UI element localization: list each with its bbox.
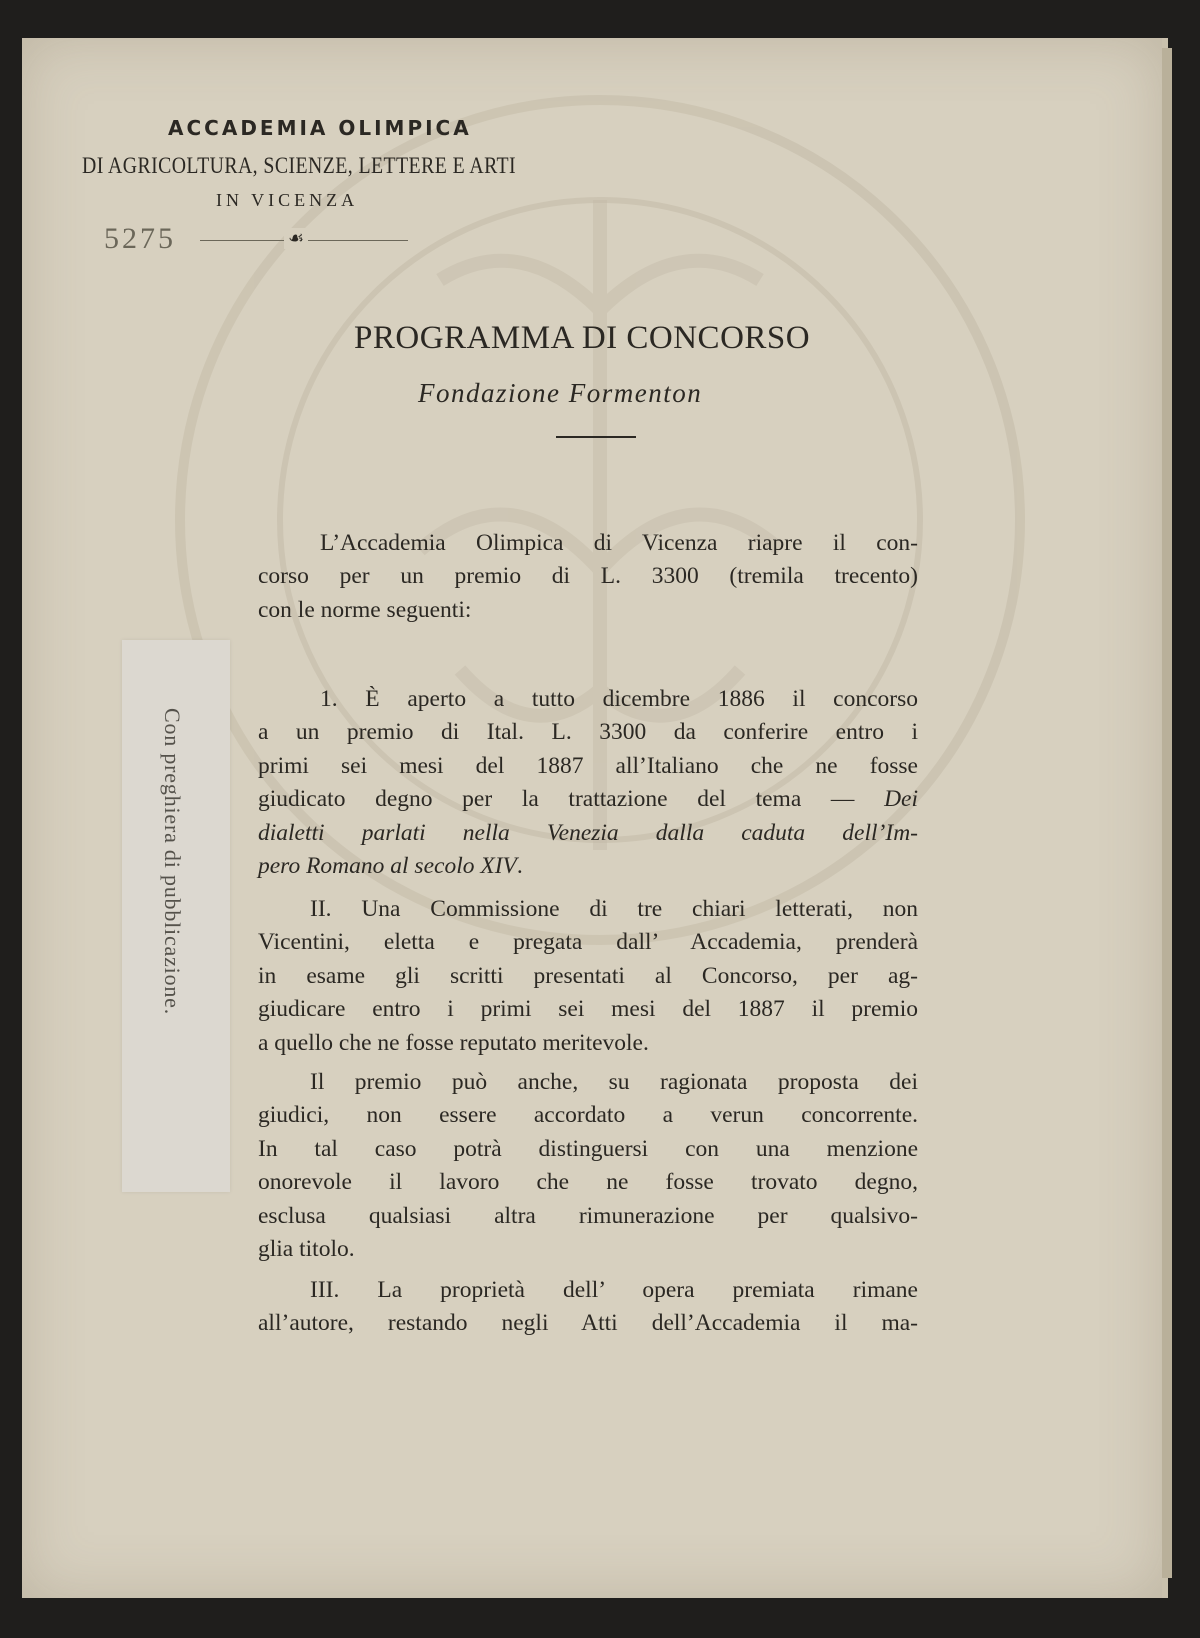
intro-line-2: corso per un premio di L. 3300 (tremila trecento) <box>258 563 918 590</box>
intro-line-1: L’Accademia Olimpica di Vicenza riapre il con- <box>320 530 918 556</box>
article-2-line-2: Vicentini, eletta e pregata dall’ Accademia, prenderà <box>258 929 918 956</box>
article-2b-line-1: Il premio può anche, su ragionata proposta dei <box>310 1069 918 1095</box>
article-1-line-2: a un premio di Ital. L. 3300 da conferire entro i <box>258 719 918 746</box>
article-1-line-5: dialetti parlati nella Venezia dalla caduta dell’Im- <box>258 819 918 846</box>
title-divider <box>556 436 636 438</box>
article-1-line-6 <box>258 850 918 883</box>
article-1 <box>258 683 918 883</box>
article-3 <box>258 1274 918 1341</box>
article-2b-line-4: onorevole il lavoro che ne fosse trovato degno, <box>258 1169 918 1196</box>
article-1-line-6-italic: pero Romano al secolo XIV <box>258 853 517 880</box>
label-text: Con preghiera di pubblicazione. <box>160 708 185 1016</box>
paper-edge <box>1162 48 1172 1578</box>
article-1-line-3: primi sei mesi del 1887 all’Italiano che ne fosse <box>258 752 918 779</box>
article-1-line-4-text: giudicato degno per la trattazione del tema — <box>258 786 885 813</box>
academy-city: IN VICENZA <box>216 190 359 210</box>
article-2b-line-6: glia titolo. <box>258 1236 355 1263</box>
article-3-line-1: III. La proprietà dell’ opera premiata rimane <box>310 1277 918 1303</box>
article-1-line-1: 1. È aperto a tutto dicembre 1886 il concorso <box>320 686 918 712</box>
article-2-line-4: giudicare entro i primi sei mesi del 1887 il premio <box>258 996 918 1023</box>
article-2-line-1: II. Una Commissione di tre chiari letterati, non <box>310 896 918 922</box>
article-2b-line-2: giudici, non essere accordato a verun concorrente. <box>258 1102 918 1129</box>
article-2-continued <box>258 1066 918 1266</box>
intro-line-3: con le norme seguenti: <box>258 596 472 623</box>
protocol-number: 5275 <box>104 222 176 255</box>
ornament-icon: ☙ <box>284 228 308 249</box>
intro-paragraph <box>258 527 918 627</box>
academy-name: ACCADEMIA OLIMPICA <box>168 116 472 140</box>
article-2b-line-3: In tal caso potrà distinguersi con una menzione <box>258 1135 918 1162</box>
article-1-line-4 <box>258 783 918 816</box>
article-2 <box>258 893 918 1060</box>
document-title: PROGRAMMA DI CONCORSO <box>354 320 811 356</box>
article-2-line-3: in esame gli scritti presentati al Concorso, per ag- <box>258 962 918 989</box>
article-1-line-6-end: . <box>516 853 523 880</box>
article-2b-line-5: esclusa qualsiasi altra rimunerazione per qualsivo- <box>258 1202 918 1229</box>
academy-subtitle: DI AGRICOLTURA, SCIENZE, LETTERE E ARTI <box>82 153 517 178</box>
article-3-line-2: all’autore, restando negli Atti dell’Accademia il ma- <box>258 1310 918 1337</box>
article-1-line-4-italic: Dei <box>884 786 918 813</box>
document-subtitle: Fondazione Formenton <box>418 378 703 408</box>
article-2-line-5: a quello che ne fosse reputato meritevole. <box>258 1029 649 1056</box>
